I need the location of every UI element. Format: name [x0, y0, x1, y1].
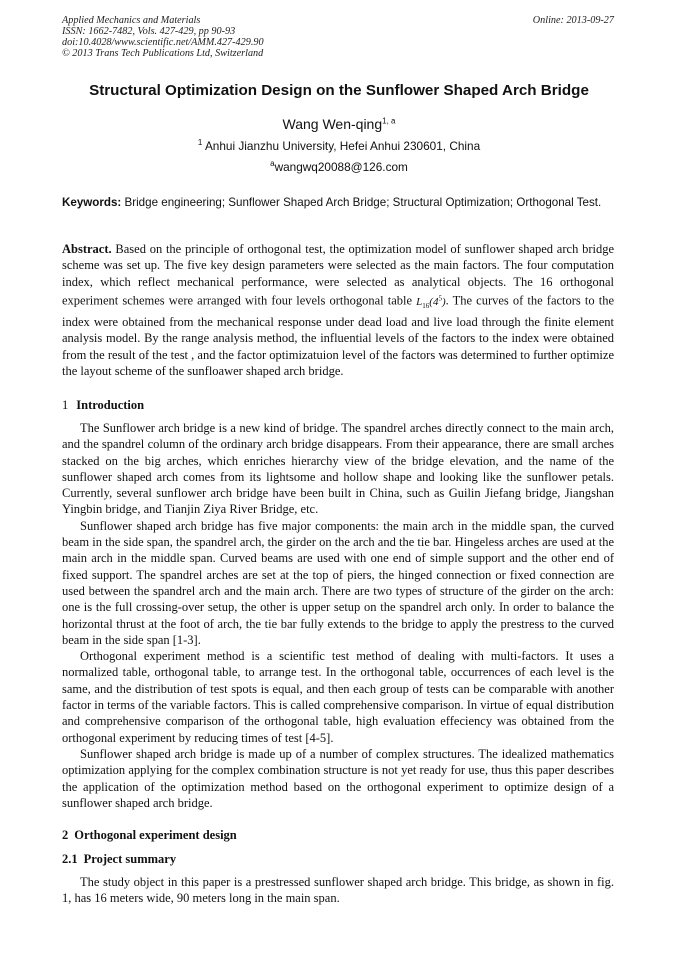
section-heading-orthogonal-design — [62, 827, 237, 843]
journal-name: Applied Mechanics and Materials — [62, 15, 201, 26]
paragraph: Sunflower shaped arch bridge has five major components: the main arch in the middle span, the curved beam in the side span, the spandrel arch, the girder on the arch and the tie bar. Hingeless arches are used at the main arch in the middle span. Curved beams are used with one end of simple support and the other end of fixed support. The spandrel arches are set at the top of piers, the hinged connection or fixed connection are used between the spandrel arch and the main arch. There are two types of structure of the girder on the arch: one is the full crossing-over setup, the other is upper setup on the spandrel arch only. In order to balance the horizontal thrust at the foot of arch, the tie bar fully extends to the bridge to apply the prestress to the curved beam in the side span [1-3]. — [62, 518, 614, 647]
subsection-title: Project summary — [83, 852, 177, 866]
keywords-block — [62, 195, 614, 210]
abstract-text-before: Based on the principle of orthogonal test, the optimization model of sunflower shaped arch bridge scheme was set up. The five key design parameters were selected as the main factors. The four computation index, which reflect mechanical performance, were selected as analytical objects. The 16 orthogonal experiment schemes were arranged with four levels orthogonal table — [62, 242, 615, 308]
abstract-label: Abstract. — [62, 242, 112, 256]
paragraph: Sunflower shaped arch bridge is made up of a number of complex structures. The idealized mathematics optimization applying for the complex combination structure is not yet ready for use, thus this paper describes the application of the optimization method based on the orthogonal experiment to optimize design of a sunflower shaped arch bridge. — [62, 746, 614, 810]
paragraph: Orthogonal experiment method is a scientific test method of dealing with multi-factors. It uses a normalized table, orthogonal table, to arrange test. In the orthogonal table, occurrences of each level is the same, and the distribution of test spots is equal, and then each group of tests can be comparable with another factor in terms of the variable factors. This is called comprehensive comparison. In virtue of equal distribution and comprehensive comparison of the orthogonal table, high evaluation effeciency was obtained from the orthogonal experiment by reducing times of test [4-5]. — [62, 649, 614, 745]
author-marks: 1, a — [382, 116, 396, 126]
section-title: Orthogonal experiment design — [74, 828, 237, 842]
formula-L: L — [416, 295, 423, 308]
paragraph: The Sunflower arch bridge is a new kind of bridge. The spandrel arches directly connect to the main arch, and the spandrel column of the ordinary arch bridge disappears. From their appearance, there are small arches stacked on the big arches, which enriches hierarchy view of the bridge elevation, and the name of the sunflower shaped arch comes from its lightsome and hollow shape and looking like the sunflower petals. Currently, several sunflower arch bridge have been built in China, such as Guilin Jiefang bridge, Jiangshan Yingbin bridge, and Tianjin Ziya River Bridge, etc. — [62, 421, 614, 517]
keywords-label: Keywords: — [62, 196, 122, 209]
subsection-number: 2.1 — [62, 852, 78, 866]
online-date: Online: 2013-09-27 — [532, 15, 614, 26]
keywords-text: Bridge engineering; Sunflower Shaped Arch Bridge; Structural Optimization; Orthogonal Test. — [124, 196, 602, 209]
section-number: 1 — [62, 398, 69, 412]
formula-sub: 16 — [422, 301, 430, 310]
paragraph: The study object in this paper is a prestressed sunflower shaped arch bridge. This bridge, as shown in fig. 1, has 16 meters wide, 90 meters long in the main span. — [62, 875, 614, 906]
subsection-heading-project-summary — [62, 851, 176, 867]
abstract-block — [62, 241, 614, 379]
copyright-line: © 2013 Trans Tech Publications Ltd, Switzerland — [62, 48, 264, 59]
email-line — [40, 159, 638, 175]
author-line — [40, 115, 638, 133]
section-heading-introduction — [62, 397, 144, 413]
abstract-text-after: . The curves of the factors to the index were obtained from the mechanical response under dead load and live load through the finite element analysis model. By the range analysis method, the influential levels of the factors to the index were obtained from the result of the test , and the factor optimizatuion level of the factors was determined to further optimize the layout scheme of the sunfloawer shaped arch bridge. — [62, 293, 615, 378]
section-number: 2 — [62, 828, 69, 842]
introduction-body — [62, 420, 614, 811]
author-name: Wang Wen-qing — [282, 116, 383, 132]
formula-base: 4 — [432, 295, 439, 308]
doi-line: doi:10.4028/www.scientific.net/AMM.427-429.90 — [62, 37, 264, 48]
journal-header — [62, 15, 264, 59]
affiliation-mark: 1 — [197, 138, 203, 148]
issn-line: ISSN: 1662-7482, Vols. 427-429, pp 90-93 — [62, 26, 236, 37]
orthogonal-table-formula: $L_{16}(4^5)$ — [416, 293, 446, 310]
section-title: Introduction — [76, 398, 145, 412]
email-address[interactable]: wangwq20088@126.com — [274, 160, 408, 174]
paper-title: Structural Optimization Design on the Sunflower Shaped Arch Bridge — [89, 82, 589, 99]
affiliation-text: Anhui Jianzhu University, Hefei Anhui 230601, China — [204, 139, 481, 153]
affiliation-line — [40, 138, 638, 154]
formula-sup: 5 — [438, 293, 442, 302]
project-summary-body — [62, 874, 614, 907]
email-mark: a — [270, 159, 275, 169]
